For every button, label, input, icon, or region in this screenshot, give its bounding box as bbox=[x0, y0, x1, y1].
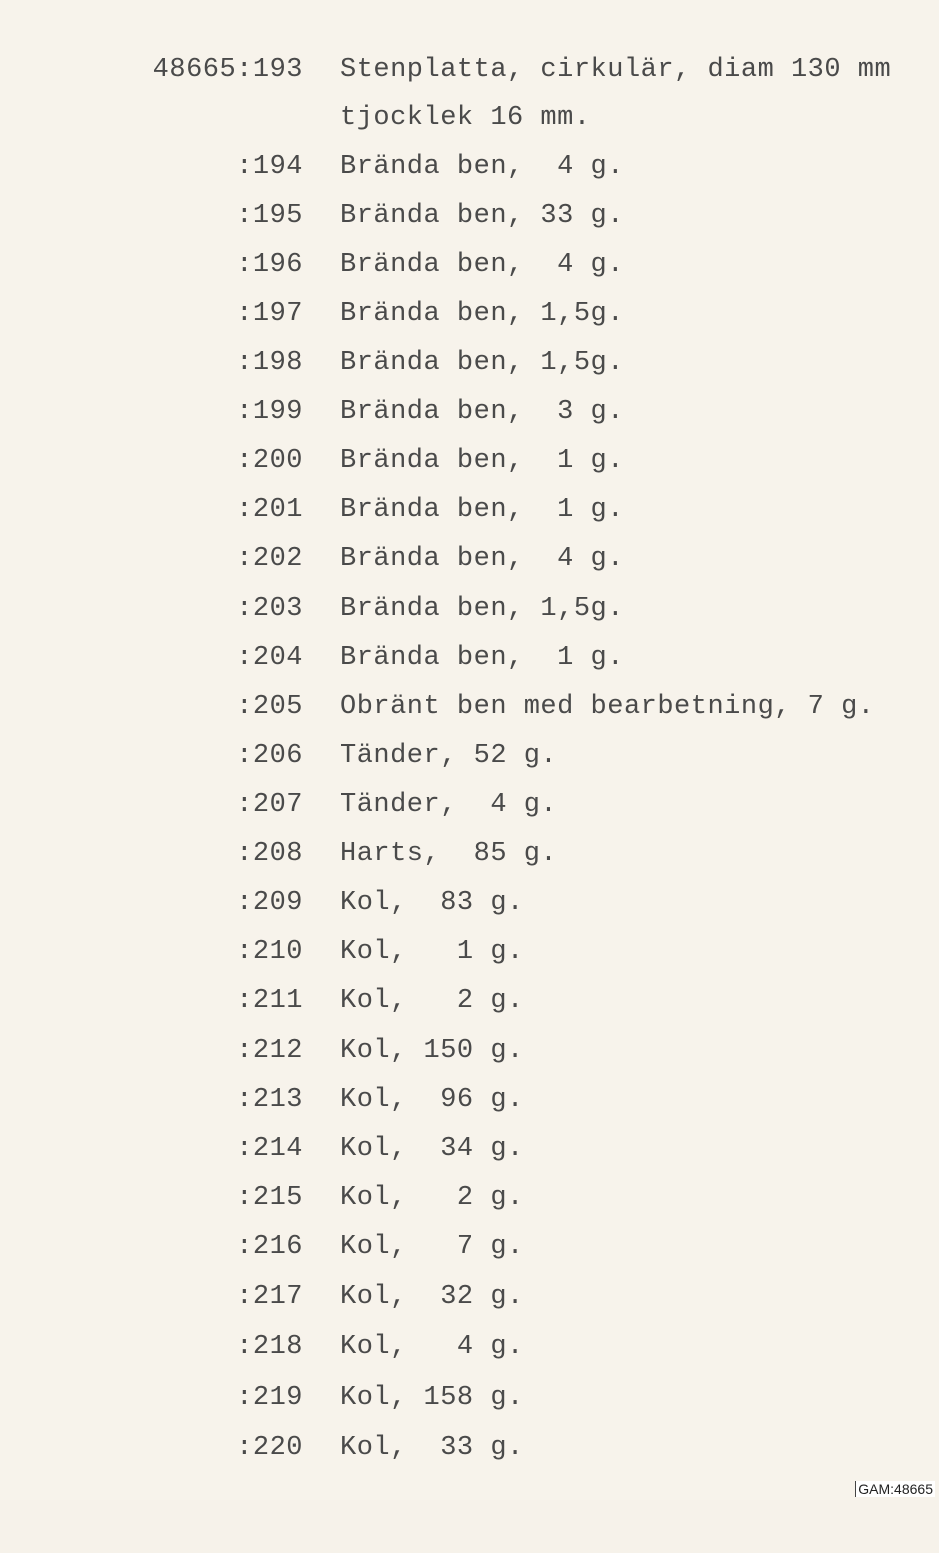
entry-207 bbox=[0, 790, 939, 839]
entry-number: :215 bbox=[236, 1183, 303, 1213]
entry-text: Brända ben, 1,5g. bbox=[340, 348, 624, 378]
entry-text: Kol, 33 g. bbox=[340, 1433, 524, 1463]
entry-203 bbox=[0, 594, 939, 643]
entry-210 bbox=[0, 937, 939, 986]
entry-197 bbox=[0, 299, 939, 348]
entry-number: :197 bbox=[236, 299, 303, 329]
entry-218 bbox=[0, 1332, 939, 1381]
entry-201 bbox=[0, 495, 939, 544]
entry-220 bbox=[0, 1433, 939, 1482]
entry-213 bbox=[0, 1085, 939, 1134]
entry-number: :198 bbox=[236, 348, 303, 378]
entry-text: Kol, 1 g. bbox=[340, 937, 524, 967]
entry-text: Brända ben, 1 g. bbox=[340, 643, 624, 673]
entry-217 bbox=[0, 1282, 939, 1331]
entry-198 bbox=[0, 348, 939, 397]
entry-193-continuation: tjocklek 16 mm. bbox=[340, 103, 591, 133]
entry-text: Kol, 4 g. bbox=[340, 1332, 524, 1362]
entry-number: :203 bbox=[236, 594, 303, 624]
entry-200 bbox=[0, 446, 939, 495]
entry-text: Brända ben, 4 g. bbox=[340, 152, 624, 182]
entry-number: :196 bbox=[236, 250, 303, 280]
entry-205 bbox=[0, 692, 939, 741]
entry-195 bbox=[0, 201, 939, 250]
entry-209 bbox=[0, 888, 939, 937]
entry-194 bbox=[0, 152, 939, 201]
entry-text: Kol, 32 g. bbox=[340, 1282, 524, 1312]
entry-199 bbox=[0, 397, 939, 446]
entry-text: Kol, 150 g. bbox=[340, 1036, 524, 1066]
entry-number: :195 bbox=[236, 201, 303, 231]
entry-number: :216 bbox=[236, 1232, 303, 1262]
entry-text: Harts, 85 g. bbox=[340, 839, 558, 869]
entry-number: :194 bbox=[236, 152, 303, 182]
entry-196 bbox=[0, 250, 939, 299]
entry-204 bbox=[0, 643, 939, 692]
entry-number: :217 bbox=[236, 1282, 303, 1312]
entry-text: Kol, 83 g. bbox=[340, 888, 524, 918]
entry-text: Obränt ben med bearbetning, 7 g. bbox=[340, 692, 875, 722]
entry-202 bbox=[0, 544, 939, 593]
entry-number: :205 bbox=[236, 692, 303, 722]
entry-211 bbox=[0, 986, 939, 1035]
entry-number: :214 bbox=[236, 1134, 303, 1164]
entry-number: 48665:193 bbox=[152, 55, 303, 85]
entry-number: :201 bbox=[236, 495, 303, 525]
entry-text: Tänder, 52 g. bbox=[340, 741, 558, 771]
entry-number: :209 bbox=[236, 888, 303, 918]
entry-text: Kol, 34 g. bbox=[340, 1134, 524, 1164]
entry-text: Kol, 2 g. bbox=[340, 1183, 524, 1213]
entry-text: Brända ben, 4 g. bbox=[340, 250, 624, 280]
entry-208 bbox=[0, 839, 939, 888]
entry-number: :207 bbox=[236, 790, 303, 820]
entry-214 bbox=[0, 1134, 939, 1183]
entry-number: :206 bbox=[236, 741, 303, 771]
entry-text: Brända ben, 33 g. bbox=[340, 201, 624, 231]
entry-text: Kol, 2 g. bbox=[340, 986, 524, 1016]
entry-text: Brända ben, 1,5g. bbox=[340, 299, 624, 329]
entry-number: :208 bbox=[236, 839, 303, 869]
entry-text: Tänder, 4 g. bbox=[340, 790, 558, 820]
entry-text: Kol, 7 g. bbox=[340, 1232, 524, 1262]
entry-206 bbox=[0, 741, 939, 790]
archive-stamp: GAM:48665 bbox=[855, 1481, 935, 1497]
entry-number: :211 bbox=[236, 986, 303, 1016]
entry-193 bbox=[0, 55, 939, 104]
entry-text: Brända ben, 4 g. bbox=[340, 544, 624, 574]
entry-text: Stenplatta, cirkulär, diam 130 mm bbox=[340, 55, 892, 85]
entry-216 bbox=[0, 1232, 939, 1281]
entry-number: :210 bbox=[236, 937, 303, 967]
entry-number: :199 bbox=[236, 397, 303, 427]
entry-number: :218 bbox=[236, 1332, 303, 1362]
entry-215 bbox=[0, 1183, 939, 1232]
entry-212 bbox=[0, 1036, 939, 1085]
entry-219 bbox=[0, 1383, 939, 1432]
entry-number: :212 bbox=[236, 1036, 303, 1066]
entry-number: :202 bbox=[236, 544, 303, 574]
entry-number: :200 bbox=[236, 446, 303, 476]
entry-number: :204 bbox=[236, 643, 303, 673]
entry-number: :219 bbox=[236, 1383, 303, 1413]
entry-number: :213 bbox=[236, 1085, 303, 1115]
entry-text: Brända ben, 3 g. bbox=[340, 397, 624, 427]
entry-text: Brända ben, 1 g. bbox=[340, 495, 624, 525]
entry-text: Kol, 158 g. bbox=[340, 1383, 524, 1413]
entry-text: Brända ben, 1,5g. bbox=[340, 594, 624, 624]
entry-number: :220 bbox=[236, 1433, 303, 1463]
entry-text: Kol, 96 g. bbox=[340, 1085, 524, 1115]
entry-text: Brända ben, 1 g. bbox=[340, 446, 624, 476]
